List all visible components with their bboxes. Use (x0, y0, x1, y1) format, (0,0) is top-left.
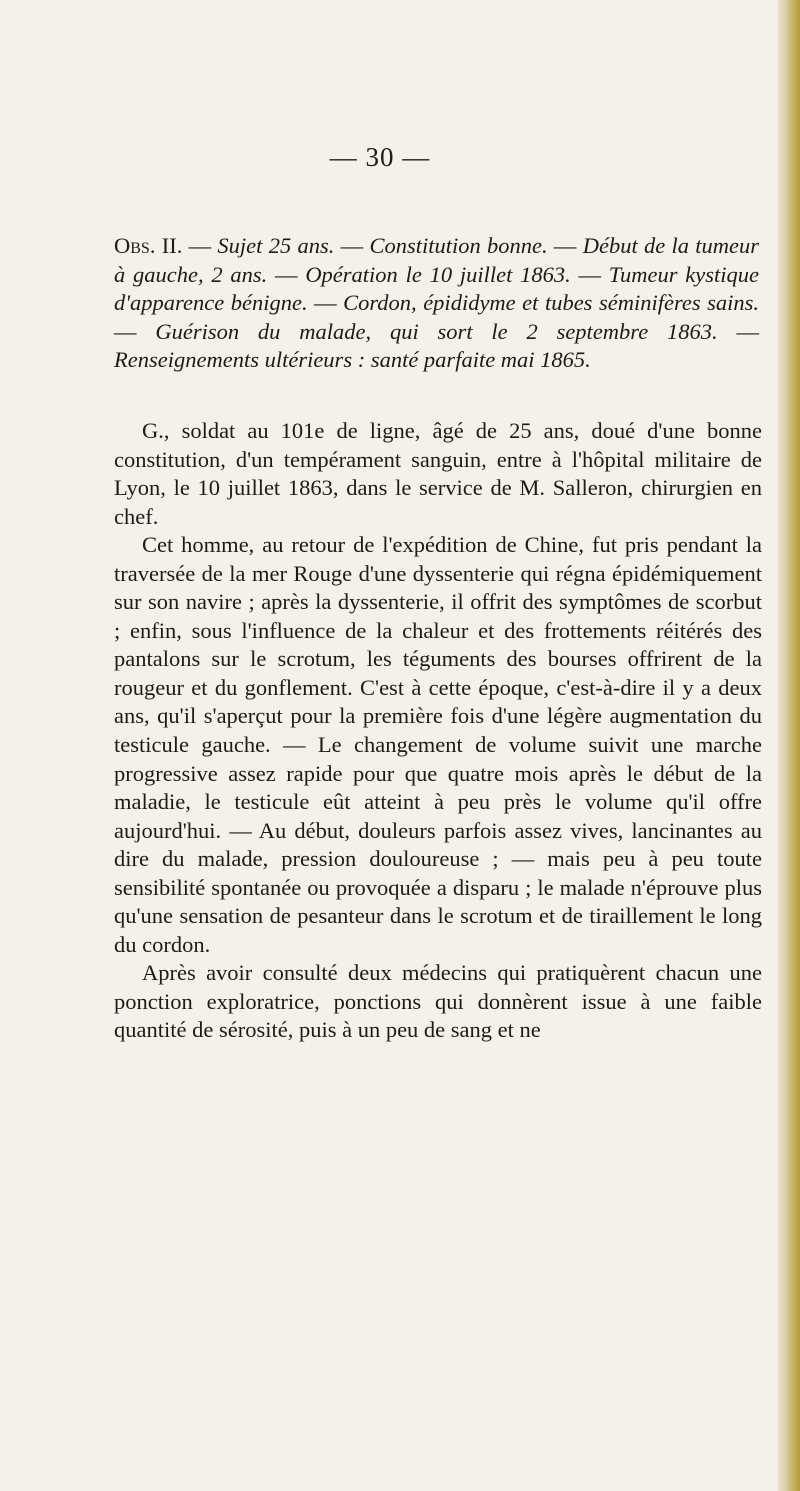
header-separator: — (334, 233, 370, 258)
page-number: — 30 — (329, 142, 431, 172)
header-separator: — (717, 318, 760, 344)
header-operation: Opération le 10 juillet 1863. (305, 261, 571, 287)
header-separator: — (182, 233, 218, 258)
header-separator: — (547, 233, 583, 258)
paragraph-1: G., soldat au 101e de ligne, âgé de 25 ans, doué d'une bonne constitution, d'un tempérament sanguin, entre à l'hôpital militaire de Lyon, le 10 juillet 1863, dans le service de M. Salleron, chirurgien en chef. (114, 418, 762, 529)
header-separator: — (570, 261, 609, 287)
header-guerison: Guérison du malade, qui sort le 2 septembre 1863. (155, 318, 718, 344)
paragraph-2: Cet homme, au retour de l'expédition de Chine, fut pris pendant la traversée de la mer Rouge d'une dyssenterie qui régna épidémiquement sur son navire ; après la dyssenterie, il offrit des symptômes de scorbut ; enfin, sous l'influence de la chaleur et des frottements réitérés des pantalons sur le scrotum, les téguments des bourses offrirent de la rougeur et du gonflement. C'est à cette époque, c'est-à-dire il y a deux ans, qu'il s'aperçut pour la première fois d'une légère augmentation du testicule gauche. — Le changement de volume suivit une marche progressive assez rapide pour que quatre mois après le début de la maladie, le testicule eût atteint à peu près le volume qu'il offre aujourd'hui. — Au début, douleurs parfois assez vives, lancinantes au dire du malade, pression douloureuse ; — mais peu à peu toute sensibilité spontanée ou provoquée a disparu ; le malade n'éprouve plus qu'une sensation de pesanteur dans le scrotum et de tiraillement le long du cordon. (114, 532, 762, 957)
body-text (114, 417, 762, 1045)
header-separator: — (267, 261, 306, 287)
header-separator: — (114, 318, 156, 344)
page-edge (778, 0, 800, 1491)
header-debut: Début de la tumeur à gauche, 2 ans. (114, 233, 760, 287)
header-tumeur: Tumeur kystique d'apparence bénigne. (114, 261, 760, 316)
header-cordon: Cordon, épididyme et tubes séminifères sains. (343, 290, 760, 316)
paragraph-3: Après avoir consulté deux médecins qui pratiquèrent chacun une ponction exploratrice, ponctions qui donnèrent issue à une faible quantité de sérosité, puis à un peu de sang et ne (114, 960, 762, 1043)
header-separator: — (307, 290, 344, 316)
header-renseignements: Renseignements ultérieurs : santé parfaite mai 1865. (114, 347, 591, 373)
header-constitution: Constitution bonne. (369, 233, 548, 258)
header-sujet: Sujet 25 ans. (217, 233, 335, 258)
observation-header (114, 232, 759, 375)
obs-label: Obs. II. (114, 233, 183, 258)
